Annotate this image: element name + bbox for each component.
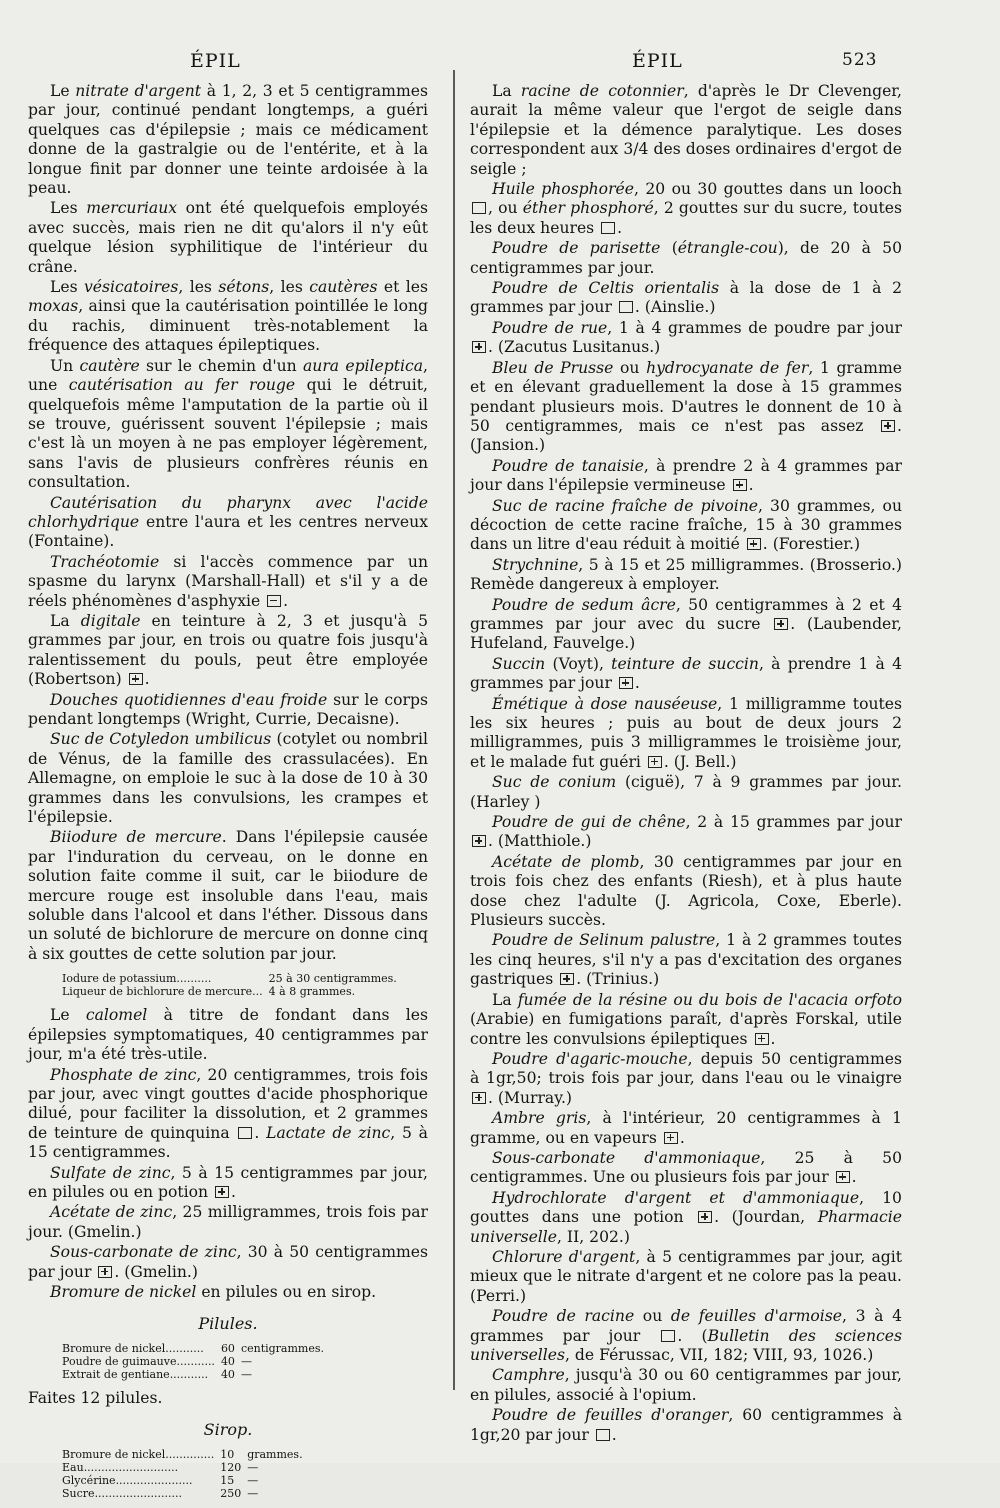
column-divider: [453, 70, 455, 1390]
empty-box-icon: [238, 1127, 252, 1139]
paragraph-tracheotomie: Trachéotomie si l'accès commence par un spasme du larynx (Marshall-Hall) et s'il y a de réels phénomènes d'asphyxie .: [28, 552, 428, 610]
paragraph-succin: Succin (Voyt), teinture de succin, à prendre 1 à 4 grammes par jour .: [470, 654, 902, 693]
paragraph-tanaisie: Poudre de tanaisie, à prendre 2 à 4 grammes par jour dans l'épilepsie vermineuse .: [470, 456, 902, 495]
plus-box-icon: [664, 1132, 678, 1144]
paragraph-agaric: Poudre d'agaric-mouche, depuis 50 centigrammes à 1gr,50; trois fois par jour, dans l'eau ou le vinaigre . (Murray.): [470, 1049, 902, 1107]
paragraph-douches: Douches quotidiennes d'eau froide sur le corps pendant longtemps (Wright, Currie, Decaisne).: [28, 690, 428, 728]
paragraph-armoise: Poudre de racine ou de feuilles d'armoise, 3 à 4 grammes par jour . (Bulletin des sciences universelles, de Férussac, VII, 182; VIII, 93, 1026.): [470, 1307, 902, 1364]
paragraph-celtis: Poudre de Celtis orientalis à la dose de 1 à 2 grammes par jour . (Ainslie.): [470, 279, 902, 317]
empty-box-icon: [601, 222, 615, 234]
plus-box-icon: [472, 341, 486, 353]
recipe-row: Iodure de potassium.......... 25 à 30 centigrammes.: [62, 972, 397, 986]
recipe-biiodure: [62, 972, 403, 998]
paragraph-hydrochlorate: Hydrochlorate d'argent et d'ammoniaque, 10 gouttes dans une potion . (Jourdan, Pharmacie universelle, II, 202.): [470, 1188, 903, 1246]
plus-box-icon: [733, 479, 747, 491]
paragraph-sous-carbonate-ammoniaque: Sous-carbonate d'ammoniaque, 25 à 50 centigrammes. Une ou plusieurs fois par jour .: [470, 1148, 903, 1187]
recipe-row: Liqueur de bichlorure de mercure... 4 à 8 grammes.: [62, 985, 356, 999]
left-running-head: ÉPIL: [190, 50, 241, 72]
paragraph-chlorure-argent: Chlorure d'argent, à 5 centigrammes par jour, agit mieux que le nitrate d'argent et ne colore pas la peau. (Perri.): [470, 1247, 902, 1305]
plus-box-icon: [836, 1171, 850, 1183]
paragraph-sulfate-zinc: Sulfate de zinc, 5 à 15 centigrammes par jour, en pilules ou en potion .: [28, 1163, 428, 1201]
recipe-row: Glycérine...................... 15 —: [62, 1473, 259, 1487]
recipe-row: Eau........................... 120 —: [62, 1460, 259, 1474]
paragraph-selinum: Poudre de Selinum palustre, 1 à 2 grammes toutes les cinq heures, s'il n'y a pas d'excitation des organes gastriques . (Trinius.): [470, 931, 902, 989]
plus-box-icon: [98, 1266, 112, 1278]
empty-box-icon: [619, 301, 633, 313]
recipe-row: Extrait de gentiane........... 40 —: [62, 1367, 252, 1381]
paragraph-bromure-nickel: Bromure de nickel en pilules ou en sirop.: [50, 1282, 377, 1301]
paragraph-acacia: La fumée de la résine ou du bois de l'acacia orfoto (Arabie) en fumigations paraît, d'après Forskal, utile contre les convulsions épileptiques .: [470, 990, 903, 1048]
faites-pilules: Faites 12 pilules.: [28, 1388, 163, 1407]
pilules-title: Pilules.: [198, 1314, 258, 1334]
paragraph-rue: Poudre de rue, 1 à 4 grammes de poudre par jour . (Zacutus Lusitanus.): [470, 319, 902, 358]
plus-box-icon: [472, 835, 486, 847]
plus-box-icon: [881, 420, 895, 432]
recipe-pilules: [62, 1342, 330, 1381]
plus-box-icon: [560, 973, 574, 985]
paragraph-sous-carbonate-zinc: Sous-carbonate de zinc, 30 à 50 centigrammes par jour . (Gmelin.): [28, 1243, 429, 1281]
plus-box-icon: [747, 538, 761, 550]
paragraph-camphre: Camphre, jusqu'à 30 ou 60 centigrammes par jour, en pilules, associé à l'opium.: [470, 1366, 902, 1404]
page-number: 523: [842, 50, 878, 70]
plus-box-icon: [774, 618, 788, 630]
recipe-sirop: [62, 1448, 309, 1500]
recipe-row: Bromure de nickel.............. 10 grammes.: [62, 1447, 303, 1461]
paragraph-cautere: Un cautère sur le chemin d'un aura epileptica, une cautérisation au fer rouge qui le détruit, quelquefois même l'amputation de la partie où il se trouve, guérissent souvent l'épilepsie ; mais c'est là un moyen à ne pas employer légèrement, sans l'avis de plusieurs confrères réunis en consultation.: [28, 356, 428, 492]
right-column: [470, 82, 902, 1446]
paragraph-cotyledon: Suc de Cotyledon umbilicus (cotylet ou nombril de Vénus, de la famille des crassulacées). En Allemagne, on emploie le suc à la dose de 10 à 30 grammes dans les convulsions, les crampes et l'épilepsie.: [28, 730, 428, 827]
empty-box-icon: [472, 202, 486, 214]
paragraph-biiodure: Biiodure de mercure. Dans l'épilepsie causée par l'induration du cerveau, on le donne en solution faite comme il suit, car le biiodure de mercure rouge est insoluble dans l'eau, mais soluble dans l'alcool et dans l'éther. Dissous dans un soluté de bichlorure de mercure on donne cinq à six gouttes de cette solution par jour.: [28, 828, 428, 963]
paragraph-emetique: Émétique à dose nauséeuse, 1 milligramme toutes les six heures ; puis au bout de deux jours 2 milligrammes, puis 3 milligrammes le troisième jour, et le malade fut guéri . (J. Bell.): [470, 694, 903, 771]
recipe-row: Sucre......................... 250 —: [62, 1486, 259, 1500]
plus-box-icon: [129, 673, 143, 685]
plus-box-icon: [648, 756, 662, 768]
empty-box-icon: [661, 1330, 675, 1342]
minus-box-icon: [267, 595, 281, 607]
paragraph-pivoine: Suc de racine fraîche de pivoine, 30 grammes, ou décoction de cette racine fraîche, 15 à 30 grammes dans un litre d'eau réduit à moitié . (Forestier.): [470, 496, 902, 554]
empty-box-icon: [596, 1429, 610, 1441]
paragraph-pharynx: Cautérisation du pharynx avec l'acide chlorhydrique entre l'aura et les centres nerveux (Fontaine).: [28, 493, 428, 551]
paragraph-ambre-gris: Ambre gris, à l'intérieur, 20 centigrammes à 1 gramme, ou en vapeurs .: [470, 1109, 902, 1147]
left-column: [28, 82, 428, 1508]
plus-box-icon: [698, 1211, 712, 1223]
plus-box-icon: [755, 1033, 769, 1045]
right-running-head: ÉPIL: [632, 50, 683, 72]
paragraph-conium: Suc de conium (ciguë), 7 à 9 grammes par jour. (Harley ): [470, 773, 902, 811]
paragraph-bleu-prusse: Bleu de Prusse ou hydrocyanate de fer, 1 gramme et en élevant graduellement la dose à 15 grammes pendant plusieurs mois. D'autres le donnent de 10 à 50 centigrammes, mais ce n'est pas assez . (Jansion.): [470, 358, 902, 455]
paragraph-parisette: Poudre de parisette (étrangle-cou), de 20 à 50 centigrammes par jour.: [470, 239, 903, 277]
paragraph-huile-phosphoree: Huile phosphorée, 20 ou 30 gouttes dans un looch , ou éther phosphoré, 2 gouttes sur du sucre, toutes les deux heures .: [470, 180, 903, 237]
paragraph-cotonnier: La racine de cotonnier, d'après le Dr Clevenger, aurait la même valeur que l'ergot de seigle dans l'épilepsie et la démence paralytique. Les doses correspondent aux 3/4 des doses ordinaires d'ergot de seigle ;: [470, 82, 903, 178]
paragraph-gui-chene: Poudre de gui de chêne, 2 à 15 grammes par jour . (Matthiole.): [470, 813, 902, 852]
paragraph-acetate-zinc: Acétate de zinc, 25 milligrammes, trois fois par jour. (Gmelin.): [28, 1203, 429, 1241]
paragraph-acetate-plomb: Acétate de plomb, 30 centigrammes par jour en trois fois chez des enfants (Riesh), et à plus haute dose chez l'adulte (J. Agricola, Coxe, Eberle). Plusieurs succès.: [470, 852, 902, 930]
paragraph-strychnine: Strychnine, 5 à 15 et 25 milligrammes. (Brosserio.) Remède dangereux à employer.: [470, 555, 902, 594]
recipe-row: Bromure de nickel........... 60 centigrammes.: [62, 1341, 325, 1355]
paragraph-oranger: Poudre de feuilles d'oranger, 60 centigrammes à 1gr,20 par jour .: [470, 1406, 902, 1444]
paragraph-mercuriaux: Les mercuriaux ont été quelquefois employés avec succès, mais rien ne dit qu'alors il n'y eût quelque lésion syphilitique de l'intérieur du crâne.: [28, 199, 429, 276]
paragraph-vesicatoires: Les vésicatoires, les sétons, les cautères et les moxas, ainsi que la cautérisation pointillée le long du rachis, diminuent très-notablement la fréquence des attaques épileptiques.: [28, 278, 429, 355]
plus-box-icon: [215, 1186, 229, 1198]
paragraph-calomel: Le calomel à titre de fondant dans les épilepsies symptomatiques, 40 centigrammes par jour, m'a été très-utile.: [28, 1006, 428, 1064]
paragraph-phosphate-zinc: Phosphate de zinc, 20 centigrammes, trois fois par jour, avec vingt gouttes d'acide phosphorique dilué, pour faciliter la dissolution, et 2 grammes de teinture de quinquina . Lactate de zinc, 5 à 15 centigrammes.: [28, 1065, 428, 1162]
paragraph-digitale: La digitale en teinture à 2, 3 et jusqu'à 5 grammes par jour, en trois ou quatre fois jusqu'à ralentissement du pouls, peut être employée (Robertson) .: [28, 611, 428, 689]
plus-box-icon: [472, 1092, 486, 1104]
plus-box-icon: [619, 677, 633, 689]
paragraph-nitrate-argent: Le nitrate d'argent à 1, 2, 3 et 5 centigrammes par jour, continué pendant longtemps, a guéri quelques cas d'épilepsie ; mais ce médicament donne de la gastralgie ou de l'entérite, et à la longue finit par donner une teinte ardoisée à la peau.: [28, 82, 428, 198]
recipe-row: Poudre de guimauve........... 40 —: [62, 1354, 252, 1368]
paragraph-sedum: Poudre de sedum âcre, 50 centigrammes à 2 et 4 grammes par jour avec du sucre . (Laubender, Hufeland, Fauvelge.): [470, 595, 902, 653]
sirop-title: Sirop.: [203, 1420, 253, 1440]
